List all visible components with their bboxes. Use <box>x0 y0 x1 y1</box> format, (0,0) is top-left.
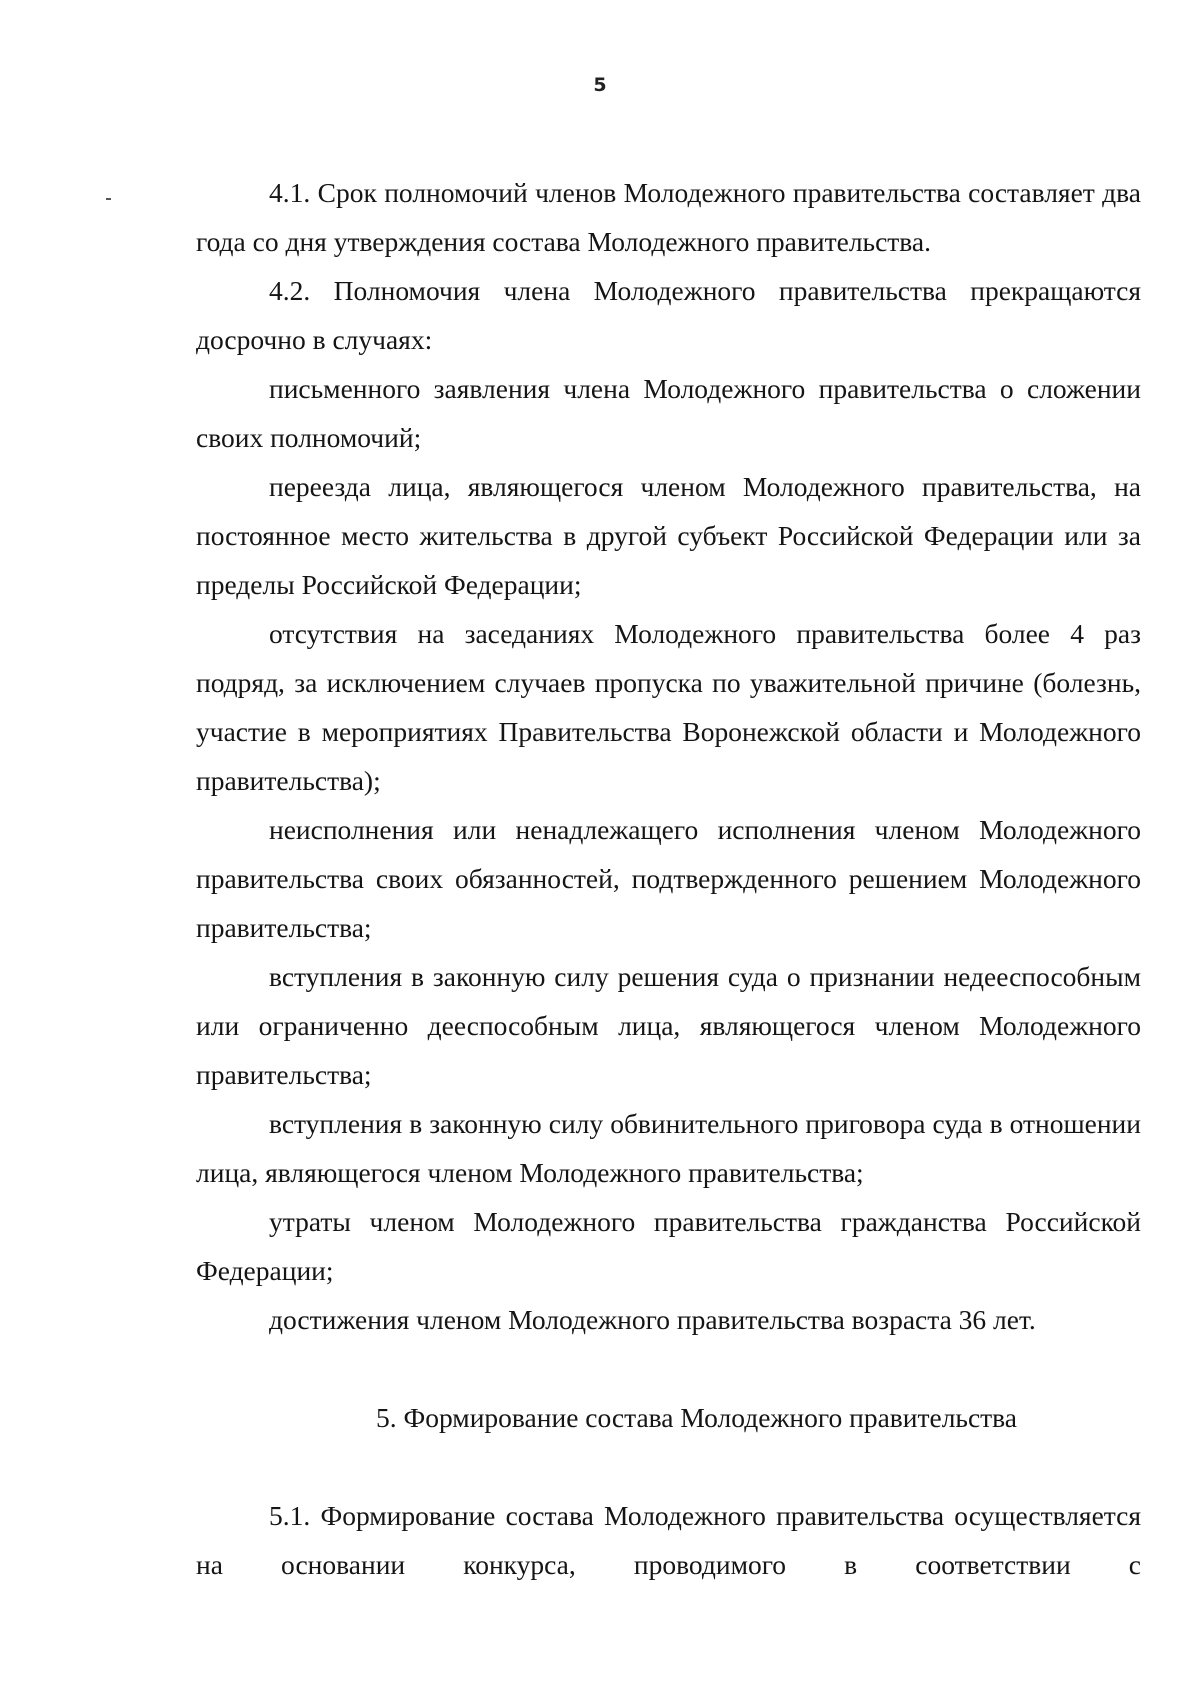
scan-artifact-dot <box>106 198 111 200</box>
list-item-absence: отсутствия на заседаниях Молодежного правительства более 4 раз подряд, за исключением случаев пропуска по уважительной причине (болезнь, участие в мероприятиях Правительства Воронежской области и Молодежного правительства); <box>196 618 1141 796</box>
paragraph-5-1: 5.1. Формирование состава Молодежного правительства осуществляется на основании конкурса, проводимого в соответствии с <box>196 1500 1141 1580</box>
list-item-citizenship-loss: утраты членом Молодежного правительства гражданства Российской Федерации; <box>196 1206 1141 1286</box>
paragraph-4-1: 4.1. Срок полномочий членов Молодежного правительства составляет два года со дня утверждения состава Молодежного правительства. <box>196 177 1141 257</box>
page-number: 5 <box>593 74 607 96</box>
list-item-relocation: переезда лица, являющегося членом Молодежного правительства, на постоянное место жительства в другой субъект Российской Федерации или за пределы Российской Федерации; <box>196 471 1141 600</box>
document-body <box>196 168 1141 1589</box>
list-item-resignation: письменного заявления члена Молодежного правительства о сложении своих полномочий; <box>196 373 1141 453</box>
list-item-age-limit: достижения членом Молодежного правительства возраста 36 лет. <box>269 1304 1036 1335</box>
list-item-nonperformance: неисполнения или ненадлежащего исполнения членом Молодежного правительства своих обязанностей, подтвержденного решением Молодежного правительства; <box>196 814 1141 943</box>
section-5-heading: 5. Формирование состава Молодежного правительства <box>376 1402 1018 1433</box>
list-item-conviction: вступления в законную силу обвинительного приговора суда в отношении лица, являющегося членом Молодежного правительства; <box>196 1108 1141 1188</box>
list-item-incapacity: вступления в законную силу решения суда о признании недееспособным или ограниченно дееспособным лица, являющегося членом Молодежного правительства; <box>196 961 1141 1090</box>
paragraph-4-2: 4.2. Полномочия члена Молодежного правительства прекращаются досрочно в случаях: <box>196 275 1141 355</box>
